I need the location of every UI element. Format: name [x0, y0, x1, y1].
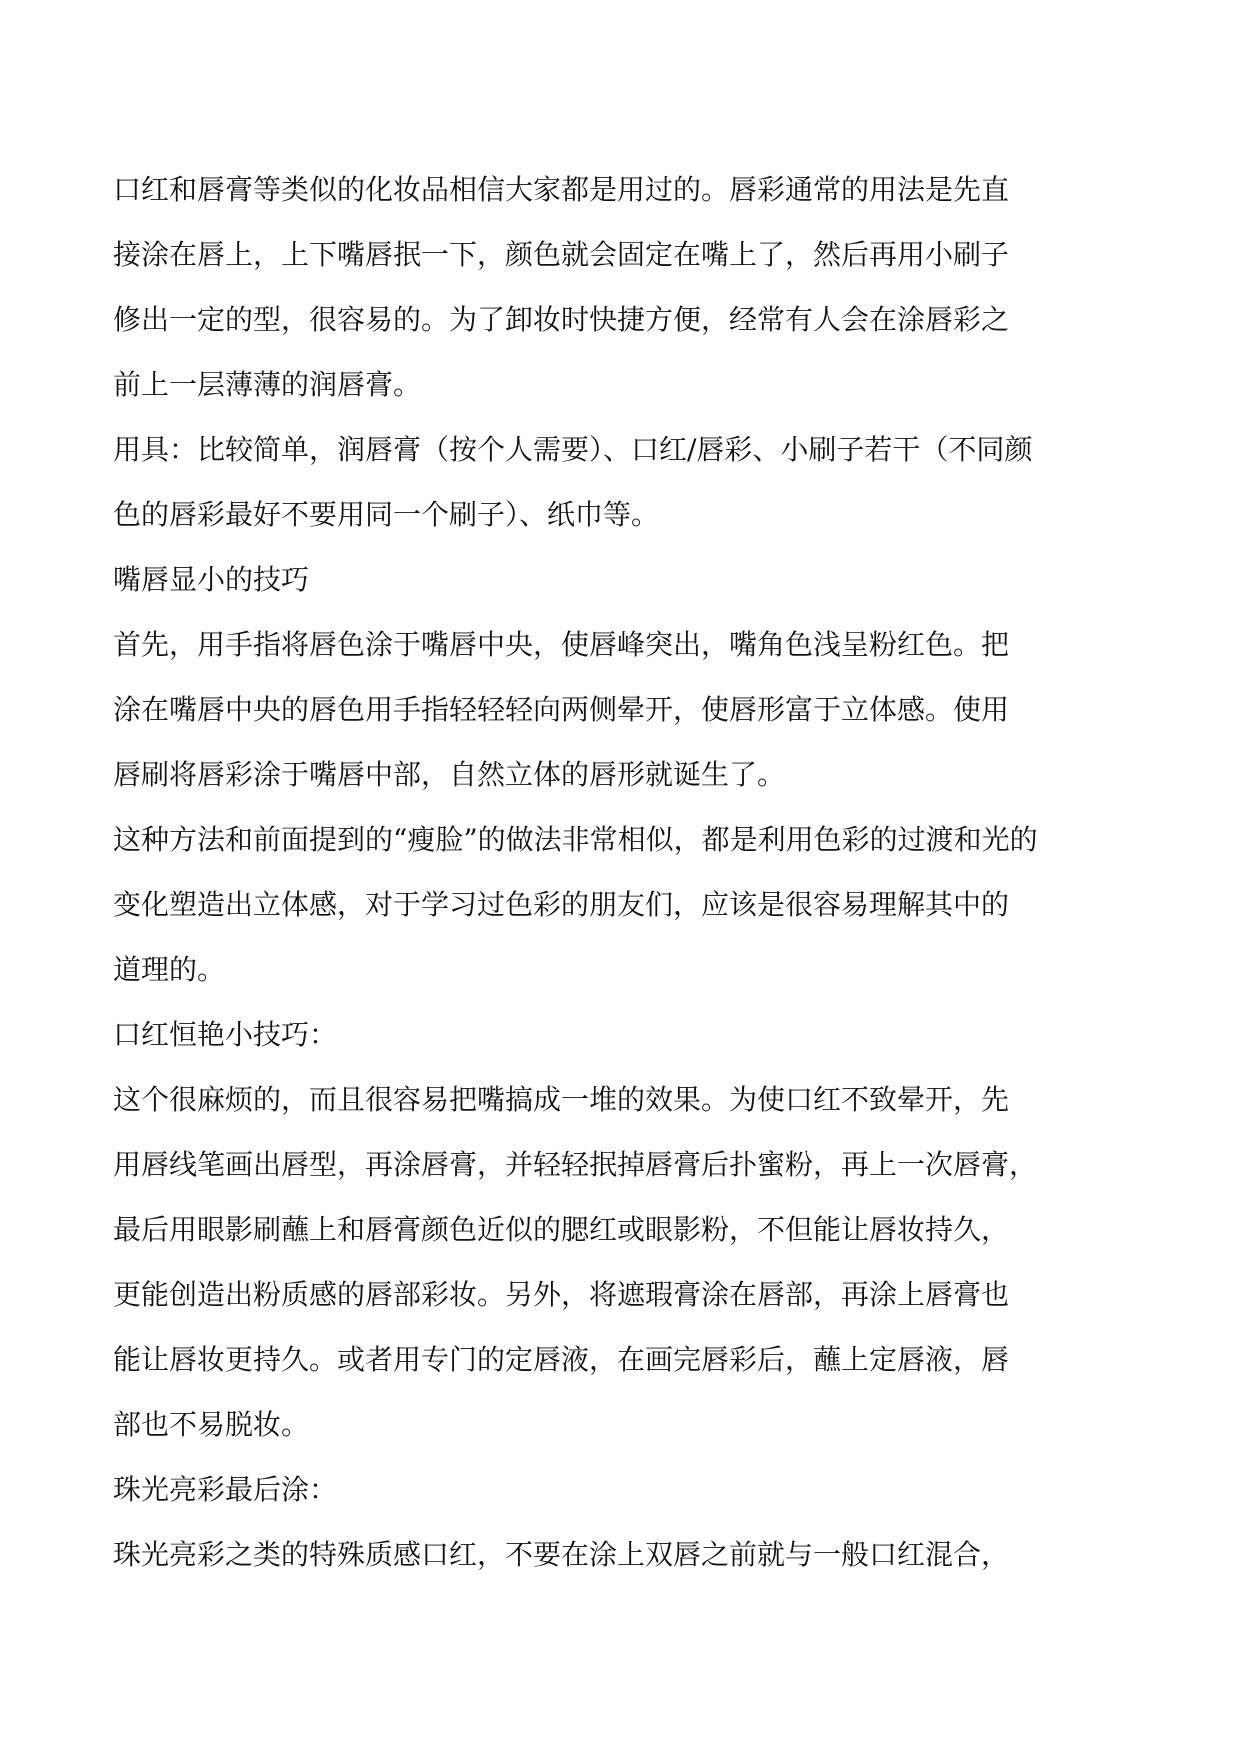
text-line-12: 变化塑造出立体感，对于学习过色彩的朋友们，应该是很容易理解其中的 [113, 888, 1010, 921]
section-heading-lipstick-tips: 口红恒艳小技巧： [113, 1018, 338, 1051]
text-line-17: 最后用眼影刷蘸上和唇膏颜色近似的腮红或眼影粉，不但能让唇妆持久， [113, 1213, 1010, 1246]
section-heading-small-lips: 嘴唇显小的技巧 [113, 563, 310, 596]
text-line-18: 更能创造出粉质感的唇部彩妆。另外，将遮瑕膏涂在唇部，再涂上唇膏也 [113, 1278, 1010, 1311]
text-line-11: 这种方法和前面提到的“瘦脸”的做法非常相似，都是利用色彩的过渡和光的 [113, 823, 1038, 856]
text-line-13: 道理的。 [113, 953, 226, 986]
text-line-5: 用具：比较简单，润唇膏（按个人需要）、口红/唇彩、小刷子若干（不同颜 [113, 433, 1033, 466]
text-line-6: 色的唇彩最好不要用同一个刷子）、纸巾等。 [113, 498, 660, 531]
text-line-10: 唇刷将唇彩涂于嘴唇中部，自然立体的唇形就诞生了。 [113, 758, 786, 791]
text-line-15: 这个很麻烦的，而且很容易把嘴搞成一堆的效果。为使口红不致晕开，先 [113, 1083, 1010, 1116]
text-line-1: 口红和唇膏等类似的化妆品相信大家都是用过的。唇彩通常的用法是先直 [113, 173, 1010, 206]
text-line-20: 部也不易脱妆。 [113, 1408, 310, 1441]
section-heading-pearl-gloss: 珠光亮彩最后涂： [113, 1473, 338, 1506]
text-line-16: 用唇线笔画出唇型，再涂唇膏，并轻轻抿掉唇膏后扑蜜粉，再上一次唇膏， [113, 1148, 1038, 1181]
text-line-2: 接涂在唇上，上下嘴唇抿一下，颜色就会固定在嘴上了，然后再用小刷子 [113, 238, 1010, 271]
text-line-4: 前上一层薄薄的润唇膏。 [113, 368, 422, 401]
text-line-22: 珠光亮彩之类的特殊质感口红，不要在涂上双唇之前就与一般口红混合， [113, 1538, 1010, 1571]
text-line-8: 首先，用手指将唇色涂于嘴唇中央，使唇峰突出，嘴角色浅呈粉红色。把 [113, 628, 1010, 661]
text-line-3: 修出一定的型，很容易的。为了卸妆时快捷方便，经常有人会在涂唇彩之 [113, 303, 1010, 336]
text-line-19: 能让唇妆更持久。或者用专门的定唇液，在画完唇彩后，蘸上定唇液，唇 [113, 1343, 1010, 1376]
document-body [113, 157, 1143, 1587]
text-line-9: 涂在嘴唇中央的唇色用手指轻轻轻向两侧晕开，使唇形富于立体感。使用 [113, 693, 1010, 726]
